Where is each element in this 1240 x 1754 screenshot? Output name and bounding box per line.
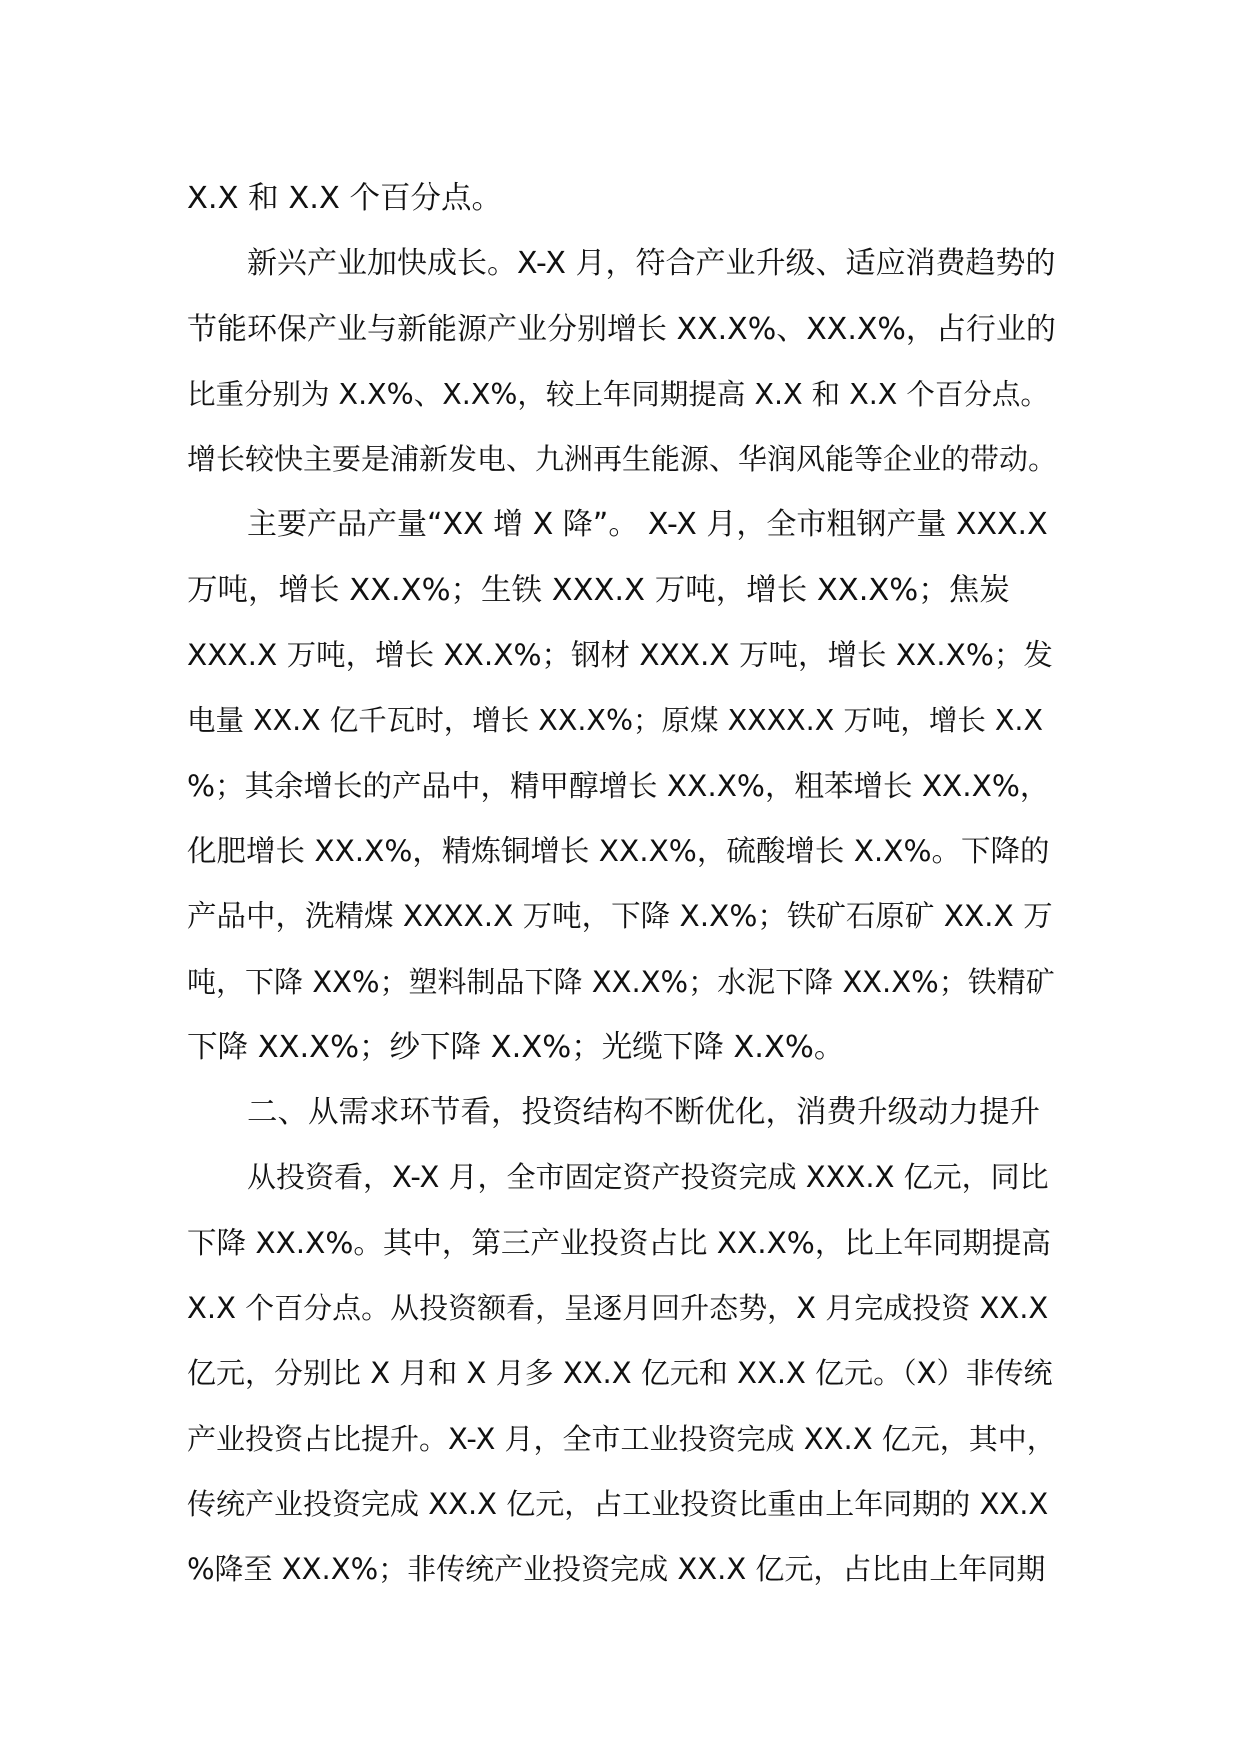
text-line: %；其余增长的产品中，精甲醇增长 XX.X%，粗苯增长 XX.X%， [187, 768, 1050, 803]
text-line: 节能环保产业与新能源产业分别增长 XX.X%、XX.X%，占行业的 [187, 311, 1056, 347]
text-line: 下降 XX.X%；纱下降 X.X%；光缆下降 X.X%。 [187, 1029, 845, 1065]
document-body [187, 166, 1057, 1603]
text-line: 比重分别为 X.X%、X.X%，较上年同期提高 X.X 和 X.X 个百分点。 [187, 377, 1049, 411]
text-line: 电量 XX.X 亿千瓦时，增长 XX.X%；原煤 XXXX.X 万吨，增长 X.X [187, 704, 1043, 738]
text-line: 下降 XX.X%。其中，第三产业投资占比 XX.X%，比上年同期提高 [187, 1225, 1051, 1260]
text-line: 万吨，增长 XX.X%；生铁 XXX.X 万吨，增长 XX.X%；焦炭 [187, 572, 1010, 608]
text-line: 产业投资占比提升。X-X 月，全市工业投资完成 XX.X 亿元，其中， [187, 1421, 1056, 1456]
text-line: XXX.X 万吨，增长 XX.X%；钢材 XXX.X 万吨，增长 XX.X%；发 [187, 638, 1053, 673]
text-line: 产品中，洗精煤 XXXX.X 万吨，下降 X.X%；铁矿石原矿 XX.X 万 [187, 899, 1053, 934]
paragraph-first-line: 从投资看，X-X 月，全市固定资产投资完成 XXX.X 亿元，同比 [247, 1160, 1049, 1195]
text-line: 亿元，分别比 X 月和 X 月多 XX.X 亿元和 XX.X 亿元。（X）非传统 [187, 1356, 1053, 1391]
paragraph-first-line: 主要产品产量“XX 增 X 降”。 X-X 月，全市粗钢产量 XXX.X [247, 507, 1048, 543]
text-line: X.X 和 X.X 个百分点。 [187, 181, 503, 216]
paragraph-first-line: 新兴产业加快成长。X-X 月，符合产业升级、适应消费趋势的 [247, 246, 1056, 282]
paragraph-first-line: 二、从需求环节看，投资结构不断优化，消费升级动力提升 [247, 1095, 1040, 1131]
text-line: 吨，下降 XX%；塑料制品下降 XX.X%；水泥下降 XX.X%；铁精矿 [187, 964, 1055, 999]
text-line: 化肥增长 XX.X%，精炼铜增长 XX.X%，硫酸增长 X.X%。下降的 [187, 833, 1050, 868]
text-line: 传统产业投资完成 XX.X 亿元，占工业投资比重由上年同期的 XX.X [187, 1486, 1049, 1521]
text-line: X.X 个百分点。从投资额看，呈逐月回升态势，X 月完成投资 XX.X [187, 1291, 1049, 1326]
text-line: 增长较快主要是浦新发电、九洲再生能源、华润风能等企业的带动。 [187, 442, 1057, 477]
text-line: %降至 XX.X%；非传统产业投资完成 XX.X 亿元，占比由上年同期 [187, 1552, 1046, 1587]
